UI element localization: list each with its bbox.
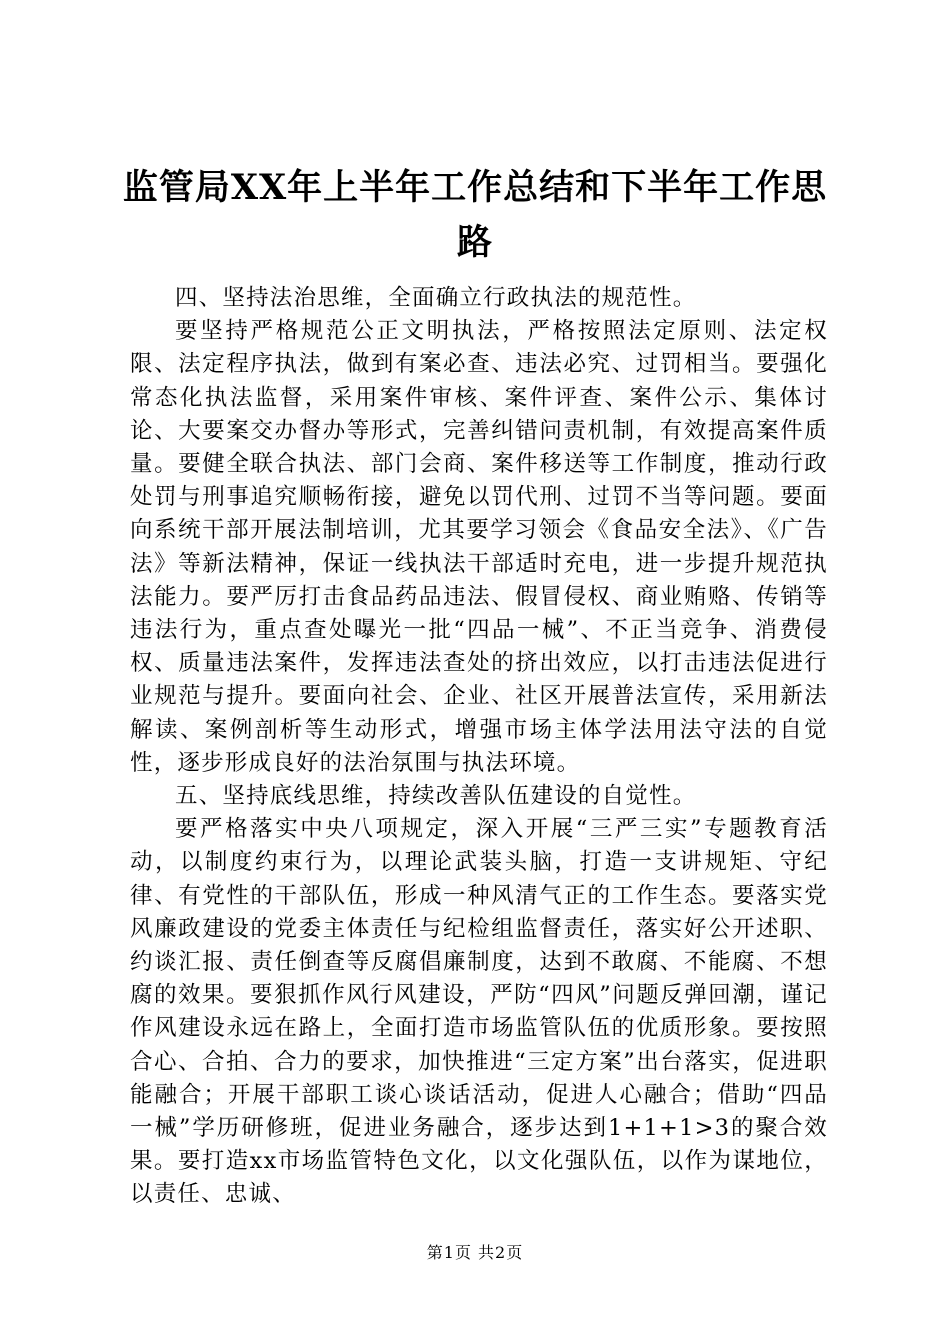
section-heading-4: 四、坚持法治思维，全面确立行政执法的规范性。 [175,285,697,311]
page-footer: 第1页 共2页 [426,1243,524,1262]
document-title: 监管局XX年上半年工作总结和下半年工作思路 [122,167,828,263]
body-paragraph: 要严格落实中央八项规定，深入开展“三严三实”专题教育活动，以制度约束行为，以理论武装头脑，打造一支讲规矩、守纪律、有党性的干部队伍，形成一种风清气正的工作生态。要落实党风廉政建设的党委主体责任与纪检组监督责任，落实好公开述职、约谈汇报、责任倒查等反腐倡廉制度，达到不敢腐、不能腐、不想腐的效果。要狠抓作风行风建设，严防“四风”问题反弹回潮，谨记作风建设永远在路上，全面打造市场监管队伍的优质形象。要按照合心、合拍、合力的要求，加快推进“三定方案”出台落实，促进职能融合；开展干部职工谈心谈话活动，促进人心融合；借助“四品一械”学历研修班，促进业务融合，逐步达到1+1+1>3的聚合效果。要打造xx市场监管特色文化，以文化强队伍，以作为谋地位，以责任、忠诚、 [130,816,828,1208]
section-heading-5: 五、坚持底线思维，持续改善队伍建设的自觉性。 [175,783,697,810]
body-paragraph: 要坚持严格规范公正文明执法，严格按照法定原则、法定权限、法定程序执法，做到有案必查、违法必究、过罚相当。要强化常态化执法监督，采用案件审核、案件评查、案件公示、集体讨论、大要案交办督办等形式，完善纠错问责机制，有效提高案件质量。要健全联合执法、部门会商、案件移送等工作制度，推动行政处罚与刑事追究顺畅衔接，避免以罚代刑、过罚不当等问题。要面向系统干部开展法制培训，尤其要学习领会《食品安全法》、《广告法》等新法精神，保证一线执法干部适时充电，进一步提升规范执法能力。要严厉打击食品药品违法、假冒侵权、商业贿赂、传销等违法行为，重点查处曝光一批“四品一械”、不正当竞争、消费侵权、质量违法案件，发挥违法查处的挤出效应，以打击违法促进行业规范与提升。要面向社会、企业、社区开展普法宣传，采用新法解读、案例剖析等生动形式，增强市场主体学法用法守法的自觉性，逐步形成良好的法治氛围与执法环境。 [130,318,828,776]
document-body [130,282,828,1212]
